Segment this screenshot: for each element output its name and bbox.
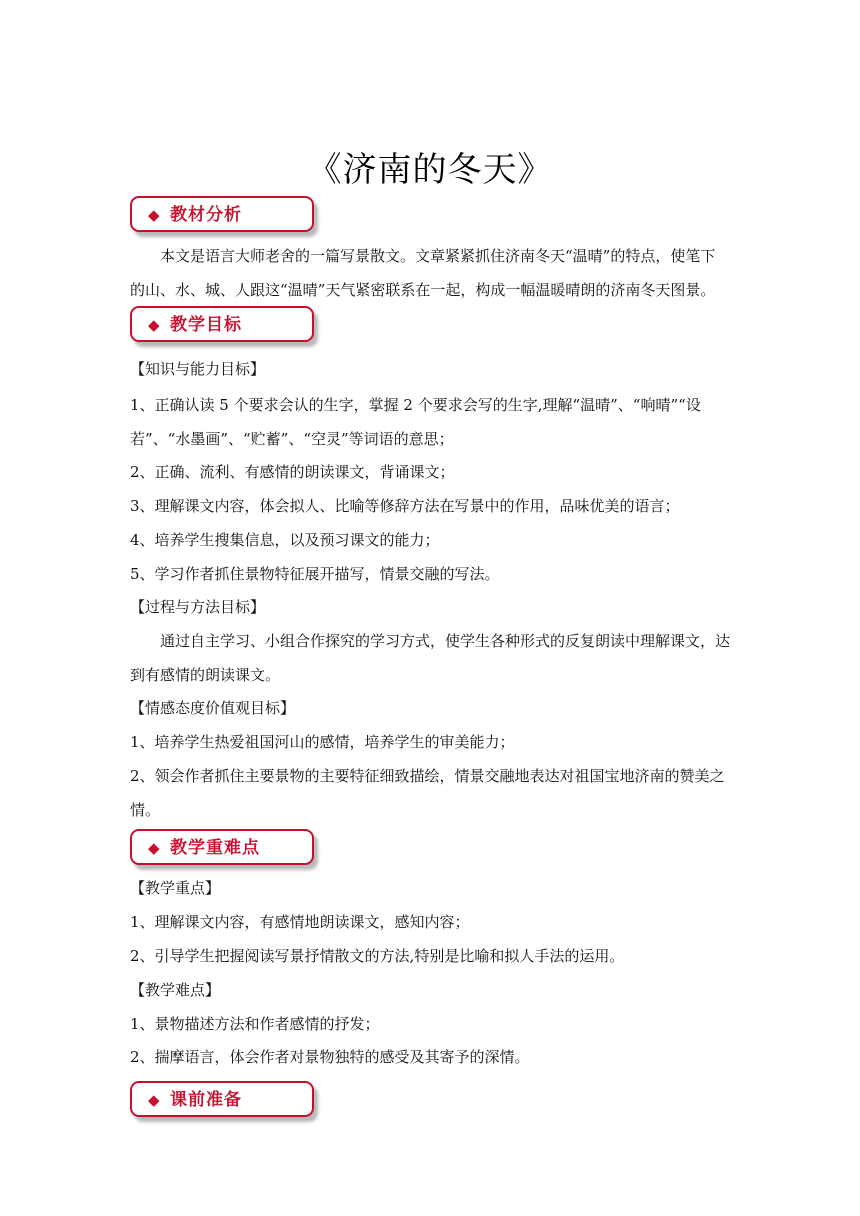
analysis-paragraph-line-2: 的山、水、城、人跟这“温晴”天气紧密联系在一起，构成一幅温暖晴朗的济南冬天图景。	[130, 281, 716, 299]
emotion-item-2-line-1: 2、领会作者抓住主要景物的主要特征细致描绘，情景交融地表达对祖国宝地济南的赞美之	[130, 767, 725, 785]
difficulty-item-2: 2、揣摩语言，体会作者对景物独特的感受及其寄予的深情。	[130, 1048, 530, 1066]
section-title-keypoints: 教学重难点	[170, 838, 260, 858]
knowledge-item-1-line-2: 若”、“水墨画”、“贮蓄”、“空灵”等词语的意思；	[130, 430, 454, 448]
analysis-paragraph-line-1: 本文是语言大师老舍的一篇写景散文。文章紧紧抓住济南冬天“温晴”的特点，使笔下	[160, 247, 716, 265]
knowledge-item-1-line-1: 1、正确认读 5 个要求会认的生字，掌握 2 个要求会写的生字,理解“温晴”、“响晴”“设	[130, 396, 701, 414]
diamond-icon: ◆	[148, 839, 160, 857]
section-title-prep: 课前准备	[170, 1090, 242, 1110]
section-title-objectives: 教学目标	[170, 315, 242, 335]
knowledge-item-3: 3、理解课文内容，体会拟人、比喻等修辞方法在写景中的作用，品味优美的语言；	[130, 497, 680, 515]
section-header-prep	[130, 1081, 314, 1117]
knowledge-item-5: 5、学习作者抓住景物特征展开描写，情景交融的写法。	[130, 565, 500, 583]
section-header-keypoints	[130, 829, 314, 865]
knowledge-item-2: 2、正确、流利、有感情的朗读课文，背诵课文；	[130, 463, 455, 481]
section-title-analysis: 教材分析	[170, 205, 242, 225]
knowledge-item-4: 4、培养学生搜集信息，以及预习课文的能力；	[130, 531, 440, 549]
difficulty-item-1: 1、景物描述方法和作者感情的抒发；	[130, 1015, 380, 1033]
knowledge-heading: 【知识与能力目标】	[130, 360, 266, 378]
process-paragraph-line-2: 到有感情的朗读课文。	[130, 666, 281, 684]
difficulty-heading: 【教学难点】	[130, 981, 221, 999]
diamond-icon: ◆	[148, 206, 160, 224]
emotion-heading: 【情感态度价值观目标】	[130, 699, 296, 717]
page-title: 《济南的冬天》	[307, 150, 553, 190]
focus-item-1: 1、理解课文内容，有感情地朗读课文，感知内容；	[130, 913, 470, 931]
diamond-icon: ◆	[148, 316, 160, 334]
emotion-item-1: 1、培养学生热爱祖国河山的感情，培养学生的审美能力；	[130, 733, 515, 751]
process-heading: 【过程与方法目标】	[130, 598, 266, 616]
process-paragraph-line-1: 通过自主学习、小组合作探究的学习方式，使学生各种形式的反复朗读中理解课文，达	[160, 632, 731, 650]
section-header-objectives	[130, 306, 314, 342]
diamond-icon: ◆	[148, 1091, 160, 1109]
focus-item-2: 2、引导学生把握阅读写景抒情散文的方法,特别是比喻和拟人手法的运用。	[130, 947, 625, 965]
section-header-analysis	[130, 196, 314, 232]
focus-heading: 【教学重点】	[130, 879, 221, 897]
emotion-item-2-line-2: 情。	[130, 801, 161, 819]
